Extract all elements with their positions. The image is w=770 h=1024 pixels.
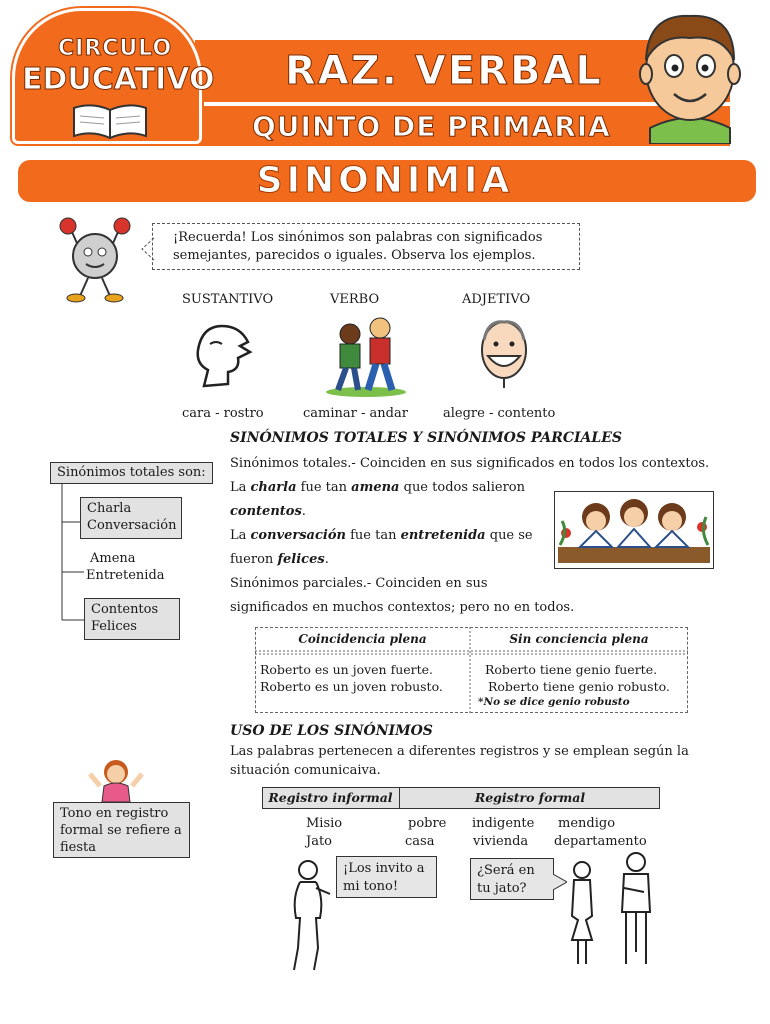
reminder-box bbox=[152, 223, 580, 270]
topic-title: SINONIMIA bbox=[256, 160, 514, 201]
uso-line2: situación comunicaiva. bbox=[230, 763, 381, 778]
totales-word: Entretenida bbox=[86, 568, 165, 583]
uso-line1: Las palabras pertenecen a diferentes registros y se emplean según la bbox=[230, 744, 689, 759]
bubble-line: ¿Será en bbox=[477, 863, 535, 878]
students-picture bbox=[554, 491, 714, 569]
side-note-box bbox=[53, 802, 190, 858]
logo-text-line2: EDUCATIVO bbox=[22, 62, 215, 97]
side-note-line: fiesta bbox=[60, 840, 97, 855]
speaker-woman-figure bbox=[562, 860, 602, 970]
parciales-line2: significados en muchos contextos; pero no en todos. bbox=[230, 600, 575, 615]
clock-character-icon bbox=[50, 212, 140, 304]
grade-title: QUINTO DE PRIMARIA bbox=[252, 110, 611, 143]
totales-word: Conversación bbox=[87, 518, 177, 533]
table-cell: Roberto es un joven fuerte. bbox=[260, 662, 434, 677]
register-word: vivienda bbox=[473, 834, 529, 849]
totales-group-1 bbox=[80, 497, 182, 539]
example-category-noun: SUSTANTIVO bbox=[182, 292, 274, 307]
table-cell: Roberto es un joven robusto. bbox=[260, 679, 443, 694]
example-category-verb: VERBO bbox=[330, 292, 380, 307]
speaker-man-figure bbox=[614, 852, 660, 970]
open-book-icon bbox=[70, 100, 150, 140]
register-word: indigente bbox=[472, 816, 535, 831]
totales-word: Charla bbox=[87, 501, 132, 516]
register-word: departamento bbox=[554, 834, 647, 849]
section-uso-title: USO DE LOS SINÓNIMOS bbox=[230, 723, 433, 739]
girl-waving-icon bbox=[86, 756, 146, 802]
bubble-line: mi tono! bbox=[343, 879, 399, 894]
example-pair-adjective: alegre - contento bbox=[443, 406, 556, 421]
sentence2-line1: La conversación fue tan entretenida que se bbox=[230, 528, 533, 543]
example-pair-verb: caminar - andar bbox=[303, 406, 408, 421]
register-informal-label: Registro informal bbox=[268, 790, 393, 805]
register-word: Misio bbox=[306, 816, 343, 831]
totales-group-2 bbox=[86, 550, 165, 584]
register-word: Jato bbox=[306, 834, 333, 849]
speaker-left-figure bbox=[286, 858, 336, 976]
sentence1-line1: La charla fue tan amena que todos salieron bbox=[230, 480, 525, 495]
totales-word: Felices bbox=[91, 619, 137, 634]
speech-bubble-right bbox=[470, 858, 554, 900]
boy-mascot-icon bbox=[630, 8, 750, 144]
bubble-line: ¡Los invito a bbox=[343, 861, 425, 876]
speech-bubble-left bbox=[336, 856, 437, 898]
table-header-left: Coincidencia plena bbox=[298, 632, 427, 646]
bubble-line: tu jato? bbox=[477, 881, 527, 896]
totales-word: Contentos bbox=[91, 602, 159, 617]
parciales-line1: Sinónimos parciales.- Coinciden en sus bbox=[230, 576, 488, 591]
smiling-man-icon bbox=[474, 316, 534, 388]
totales-label-box: Sinónimos totales son: bbox=[50, 462, 213, 484]
reminder-line1: ¡Recuerda! Los sinónimos son palabras con significados bbox=[173, 230, 543, 245]
totales-group-3 bbox=[84, 598, 180, 640]
subject-title: RAZ. VERBAL bbox=[285, 48, 603, 94]
register-word: casa bbox=[405, 834, 435, 849]
walking-boys-icon bbox=[322, 314, 410, 398]
table-cell: Roberto tiene genio robusto. bbox=[488, 679, 670, 694]
totales-definition: Sinónimos totales.- Coinciden en sus significados en todos los contextos. bbox=[230, 456, 710, 471]
register-word: mendigo bbox=[558, 816, 616, 831]
example-pair-noun: cara - rostro bbox=[182, 406, 264, 421]
table-cell: Roberto tiene genio fuerte. bbox=[485, 662, 658, 677]
face-profile-icon bbox=[188, 320, 258, 390]
section-totales-parciales-title: SINÓNIMOS TOTALES Y SINÓNIMOS PARCIALES bbox=[230, 430, 623, 446]
reminder-line2: semejantes, parecidos o iguales. Observa los ejemplos. bbox=[173, 248, 536, 263]
side-note-line: Tono en registro bbox=[60, 806, 169, 821]
table-header-right: Sin conciencia plena bbox=[509, 632, 649, 646]
totales-word: Amena bbox=[90, 551, 136, 566]
sentence2-line2: fueron felices. bbox=[230, 552, 329, 567]
side-note-line: formal se refiere a bbox=[60, 823, 182, 838]
table-note: *No se dice genio robusto bbox=[478, 696, 630, 708]
logo-text-line1: CIRCULO bbox=[58, 36, 173, 61]
example-category-adjective: ADJETIVO bbox=[462, 292, 531, 307]
register-word: pobre bbox=[408, 816, 447, 831]
sentence1-line2: contentos. bbox=[230, 504, 306, 519]
register-formal-label: Registro formal bbox=[474, 790, 586, 805]
